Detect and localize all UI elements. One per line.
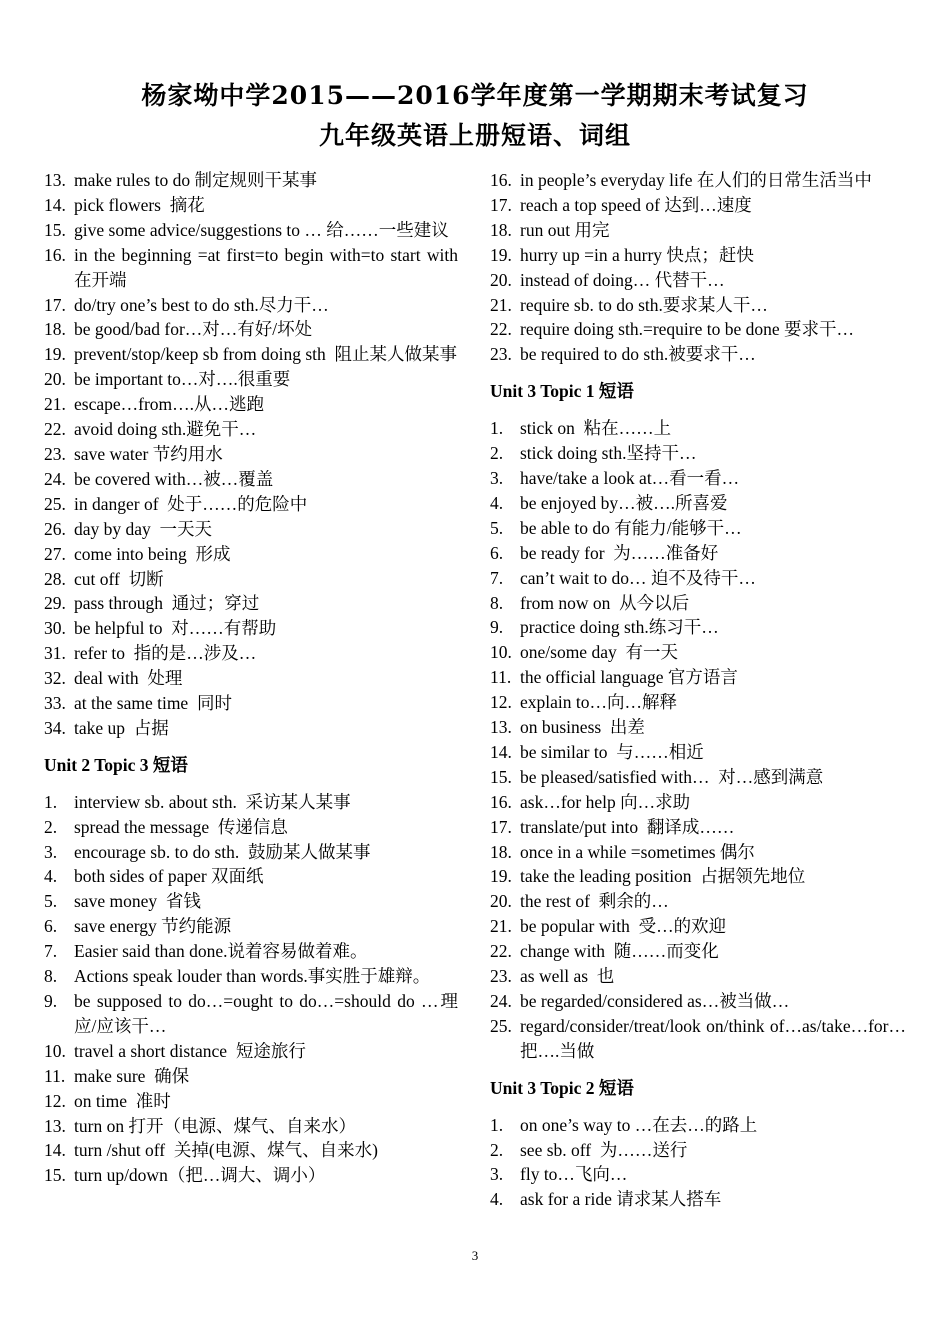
list-item — [44, 1138, 458, 1163]
item-number: 20. — [44, 369, 66, 390]
item-text: interview sb. about sth. 采访某人某事 — [74, 791, 351, 812]
left-column — [44, 168, 463, 1188]
item-number: 3. — [490, 1164, 504, 1185]
item-number: 2. — [44, 816, 58, 837]
item-number: 15. — [44, 219, 66, 240]
list-item — [490, 765, 906, 790]
section-heading: Unit 3 Topic 1 短语 — [490, 381, 634, 402]
item-number: 20. — [490, 891, 512, 912]
item-number: 10. — [490, 642, 512, 663]
list-item — [44, 840, 458, 865]
item-text: in the beginning =at first=to begin with=to start with 在开端 — [74, 244, 463, 290]
list-item — [490, 218, 906, 243]
item-number: 13. — [44, 170, 66, 190]
list-item — [44, 342, 458, 367]
item-number: 23. — [490, 344, 512, 365]
list-item — [44, 467, 458, 492]
list-item — [490, 815, 906, 840]
list-item — [490, 193, 906, 218]
list-item — [490, 268, 906, 293]
item-number: 24. — [44, 468, 66, 489]
item-text: escape…from….从…逃跑 — [74, 394, 265, 415]
item-text: regard/consider/treat/look on/think of…as/take…for…把….当做 — [520, 1015, 906, 1061]
item-number: 15. — [490, 766, 512, 787]
item-number: 14. — [44, 1140, 66, 1161]
item-text: be important to…对….很重要 — [74, 369, 291, 390]
right-column — [490, 168, 906, 1212]
list-item — [490, 740, 906, 765]
item-number: 14. — [490, 741, 512, 762]
list-item — [44, 243, 463, 293]
item-text: make sure 确保 — [74, 1065, 190, 1086]
item-text: Actions speak louder than words.事实胜于雄辩。 — [74, 966, 431, 987]
list-item — [44, 567, 458, 592]
item-number: 16. — [44, 244, 66, 265]
item-number: 17. — [44, 294, 66, 315]
item-text: make rules to do 制定规则干某事 — [74, 170, 318, 190]
list-item — [44, 1163, 458, 1188]
list-item — [490, 889, 906, 914]
item-text: have/take a look at…看一看… — [520, 467, 740, 488]
list-item — [490, 840, 906, 865]
item-number: 4. — [490, 492, 504, 513]
item-text: require doing sth.=require to be done 要求干… — [520, 319, 855, 340]
list-item — [490, 914, 906, 939]
item-number: 18. — [490, 219, 512, 240]
item-text: take the leading position 占据领先地位 — [520, 866, 806, 887]
list-item — [44, 1089, 458, 1114]
list-item — [490, 566, 906, 591]
item-text: be pleased/satisfied with… 对…感到满意 — [520, 766, 824, 787]
item-text: ask…for help 向…求助 — [520, 791, 691, 812]
item-text: be regarded/considered as…被当做… — [520, 991, 790, 1011]
list-item — [44, 889, 458, 914]
item-number: 9. — [490, 617, 504, 638]
item-text: change with 随……而变化 — [520, 941, 719, 962]
item-number: 19. — [490, 866, 512, 887]
item-text: turn on 打开（电源、煤气、自来水） — [74, 1115, 356, 1136]
item-text: save money 省钱 — [74, 891, 201, 912]
item-number: 2. — [490, 443, 504, 464]
item-text: Easier said than done.说着容易做着难。 — [74, 941, 368, 962]
item-text: in danger of 处于……的危险中 — [74, 493, 308, 514]
list-item — [44, 914, 458, 939]
item-text: ask for a ride 请求某人搭车 — [520, 1189, 722, 1210]
item-text: stick on 粘在……上 — [520, 418, 672, 439]
list-item — [490, 1113, 906, 1138]
item-number: 8. — [44, 966, 58, 987]
item-text: translate/put into 翻译成…… — [520, 816, 735, 837]
item-number: 20. — [490, 269, 512, 290]
section-heading: Unit 2 Topic 3 短语 — [44, 754, 188, 775]
item-number: 7. — [490, 567, 504, 588]
list-item — [490, 790, 906, 815]
item-number: 17. — [490, 194, 512, 215]
list-item — [44, 790, 458, 815]
item-number: 24. — [490, 991, 512, 1011]
item-number: 3. — [44, 841, 58, 862]
page-subtitle: 九年级英语上册短语、词组 — [318, 121, 631, 150]
item-number: 5. — [44, 891, 58, 912]
list-item — [44, 168, 458, 193]
item-text: spread the message 传递信息 — [74, 816, 288, 837]
list-item — [44, 417, 458, 442]
list-item — [490, 416, 906, 441]
item-number: 22. — [44, 419, 66, 440]
list-item — [490, 615, 906, 640]
item-text: turn up/down（把…调大、调小） — [74, 1165, 326, 1186]
item-number: 33. — [44, 693, 66, 714]
item-text: be good/bad for…对…有好/坏处 — [74, 319, 313, 340]
list-item — [490, 964, 906, 989]
item-number: 9. — [44, 991, 58, 1011]
item-number: 22. — [490, 319, 512, 340]
item-number: 4. — [44, 866, 58, 887]
list-item — [490, 989, 906, 1014]
item-text: in people’s everyday life 在人们的日常生活当中 — [520, 170, 872, 190]
list-item — [44, 317, 458, 342]
item-text: reach a top speed of 达到…速度 — [520, 194, 752, 215]
item-text: require sb. to do sth.要求某人干… — [520, 294, 768, 315]
item-text: be enjoyed by…被….所喜爱 — [520, 492, 728, 513]
list-item — [44, 442, 458, 467]
item-number: 31. — [44, 643, 66, 664]
item-number: 21. — [490, 294, 512, 315]
item-text: be similar to 与……相近 — [520, 741, 704, 762]
item-number: 4. — [490, 1189, 504, 1210]
list-item — [490, 1014, 906, 1064]
list-item — [490, 591, 906, 616]
item-number: 15. — [44, 1165, 66, 1186]
list-item — [490, 1162, 906, 1187]
item-number: 21. — [490, 916, 512, 937]
item-number: 12. — [490, 692, 512, 713]
item-text: avoid doing sth.避免干… — [74, 419, 257, 440]
list-item — [490, 715, 906, 740]
list-item — [44, 517, 458, 542]
item-text: be able to do 有能力/能够干… — [520, 517, 742, 538]
item-text: run out 用完 — [520, 219, 610, 240]
item-number: 27. — [44, 543, 66, 564]
list-item — [44, 666, 458, 691]
list-item — [490, 939, 906, 964]
list-item — [44, 193, 458, 218]
item-number: 30. — [44, 618, 66, 639]
item-number: 18. — [490, 841, 512, 862]
list-item — [44, 367, 458, 392]
item-text: be required to do sth.被要求干… — [520, 344, 756, 365]
item-number: 5. — [490, 517, 504, 538]
list-item — [44, 1114, 458, 1139]
item-number: 16. — [490, 170, 512, 190]
item-text: can’t wait to do… 迫不及待干… — [520, 567, 756, 588]
item-number: 6. — [44, 916, 58, 937]
list-item — [490, 516, 906, 541]
item-text: be ready for 为……准备好 — [520, 542, 719, 563]
item-number: 13. — [490, 717, 512, 738]
list-item — [490, 1187, 906, 1212]
item-number: 1. — [44, 791, 58, 812]
list-item — [44, 591, 458, 616]
list-item — [490, 640, 906, 665]
list-item — [44, 864, 458, 889]
item-text: one/some day 有一天 — [520, 642, 678, 663]
item-text: save water 节约用水 — [74, 443, 223, 464]
item-text: fly to…飞向… — [520, 1164, 628, 1185]
list-item — [44, 392, 458, 417]
item-number: 34. — [44, 717, 66, 738]
section-heading: Unit 3 Topic 2 短语 — [490, 1077, 634, 1098]
list-item — [490, 491, 906, 516]
list-item — [44, 293, 458, 318]
item-number: 22. — [490, 941, 512, 962]
item-number: 6. — [490, 542, 504, 563]
item-text: be supposed to do…=ought to do…=should do …理应/应该干… — [74, 991, 458, 1036]
item-text: instead of doing… 代替干… — [520, 269, 725, 290]
list-item — [44, 691, 458, 716]
item-text: pick flowers 摘花 — [74, 194, 205, 215]
item-number: 12. — [44, 1090, 66, 1111]
item-text: save energy 节约能源 — [74, 916, 232, 937]
item-number: 28. — [44, 568, 66, 589]
list-item — [44, 616, 458, 641]
item-text: day by day 一天天 — [74, 518, 213, 539]
list-item — [490, 690, 906, 715]
list-item — [490, 665, 906, 690]
item-text: travel a short distance 短途旅行 — [74, 1040, 306, 1061]
list-item — [44, 939, 458, 964]
list-item — [44, 964, 458, 989]
item-number: 21. — [44, 394, 66, 415]
item-text: see sb. off 为……送行 — [520, 1139, 688, 1160]
list-item — [490, 541, 906, 566]
item-number: 25. — [490, 1015, 512, 1036]
item-text: prevent/stop/keep sb from doing sth 阻止某人做某事 — [74, 344, 458, 365]
item-number: 7. — [44, 941, 58, 962]
item-text: come into being 形成 — [74, 543, 231, 564]
item-text: be covered with…被…覆盖 — [74, 468, 274, 489]
item-number: 2. — [490, 1139, 504, 1160]
item-text: refer to 指的是…涉及… — [74, 643, 257, 664]
list-item — [44, 218, 458, 243]
list-item — [44, 492, 458, 517]
item-number: 25. — [44, 493, 66, 514]
item-number: 8. — [490, 592, 504, 613]
item-text: stick doing sth.坚持干… — [520, 443, 697, 464]
item-number: 32. — [44, 668, 66, 689]
item-text: as well as 也 — [520, 966, 615, 987]
list-item — [490, 1138, 906, 1163]
item-text: do/try one’s best to do sth.尽力干… — [74, 294, 329, 315]
item-text: at the same time 同时 — [74, 693, 232, 714]
item-text: from now on 从今以后 — [520, 592, 690, 613]
list-item — [490, 317, 906, 342]
item-text: cut off 切断 — [74, 568, 164, 589]
list-item — [490, 466, 906, 491]
item-number: 16. — [490, 791, 512, 812]
item-number: 11. — [490, 667, 512, 688]
item-text: practice doing sth.练习干… — [520, 617, 719, 638]
list-item — [44, 716, 458, 741]
list-item — [490, 864, 906, 889]
list-item — [490, 168, 906, 193]
item-text: deal with 处理 — [74, 668, 183, 689]
item-text: hurry up =in a hurry 快点；赶快 — [520, 244, 754, 265]
item-text: be popular with 受…的欢迎 — [520, 916, 727, 937]
item-text: on time 准时 — [74, 1090, 171, 1111]
list-item — [44, 641, 458, 666]
item-text: turn /shut off 关掉(电源、煤气、自来水) — [74, 1140, 378, 1161]
list-item — [44, 542, 458, 567]
item-number: 17. — [490, 816, 512, 837]
item-text: explain to…向…解释 — [520, 692, 677, 713]
item-text: on business 出差 — [520, 717, 645, 738]
item-number: 11. — [44, 1065, 66, 1086]
list-item — [44, 815, 458, 840]
item-number: 10. — [44, 1040, 66, 1061]
item-text: pass through 通过；穿过 — [74, 593, 260, 614]
item-number: 19. — [490, 244, 512, 265]
item-number: 23. — [44, 443, 66, 464]
list-item — [490, 441, 906, 466]
item-text: give some advice/suggestions to … 给……一些建议 — [74, 219, 449, 240]
item-number: 26. — [44, 518, 66, 539]
list-item — [490, 243, 906, 268]
page-title: 杨家坳中学2015——2016学年度第一学期期末考试复习 — [141, 81, 809, 110]
item-number: 19. — [44, 344, 66, 365]
item-text: on one’s way to …在去…的路上 — [520, 1114, 758, 1135]
item-number: 1. — [490, 1114, 504, 1135]
item-number: 18. — [44, 319, 66, 340]
item-number: 3. — [490, 467, 504, 488]
list-item — [44, 989, 458, 1039]
item-number: 29. — [44, 593, 66, 614]
item-text: encourage sb. to do sth. 鼓励某人做某事 — [74, 841, 371, 862]
item-number: 13. — [44, 1115, 66, 1136]
list-item — [44, 1039, 458, 1064]
item-text: the rest of 剩余的… — [520, 891, 669, 912]
item-text: the official language 官方语言 — [520, 667, 738, 688]
item-text: once in a while =sometimes 偶尔 — [520, 841, 755, 862]
item-text: be helpful to 对……有帮助 — [74, 618, 277, 639]
item-number: 14. — [44, 194, 66, 215]
list-item — [44, 1064, 458, 1089]
list-item — [490, 293, 906, 318]
list-item — [490, 342, 906, 367]
page-number: 3 — [471, 1248, 479, 1263]
item-number: 23. — [490, 966, 512, 987]
item-text: both sides of paper 双面纸 — [74, 866, 264, 887]
item-text: take up 占据 — [74, 717, 169, 738]
item-number: 1. — [490, 418, 504, 439]
